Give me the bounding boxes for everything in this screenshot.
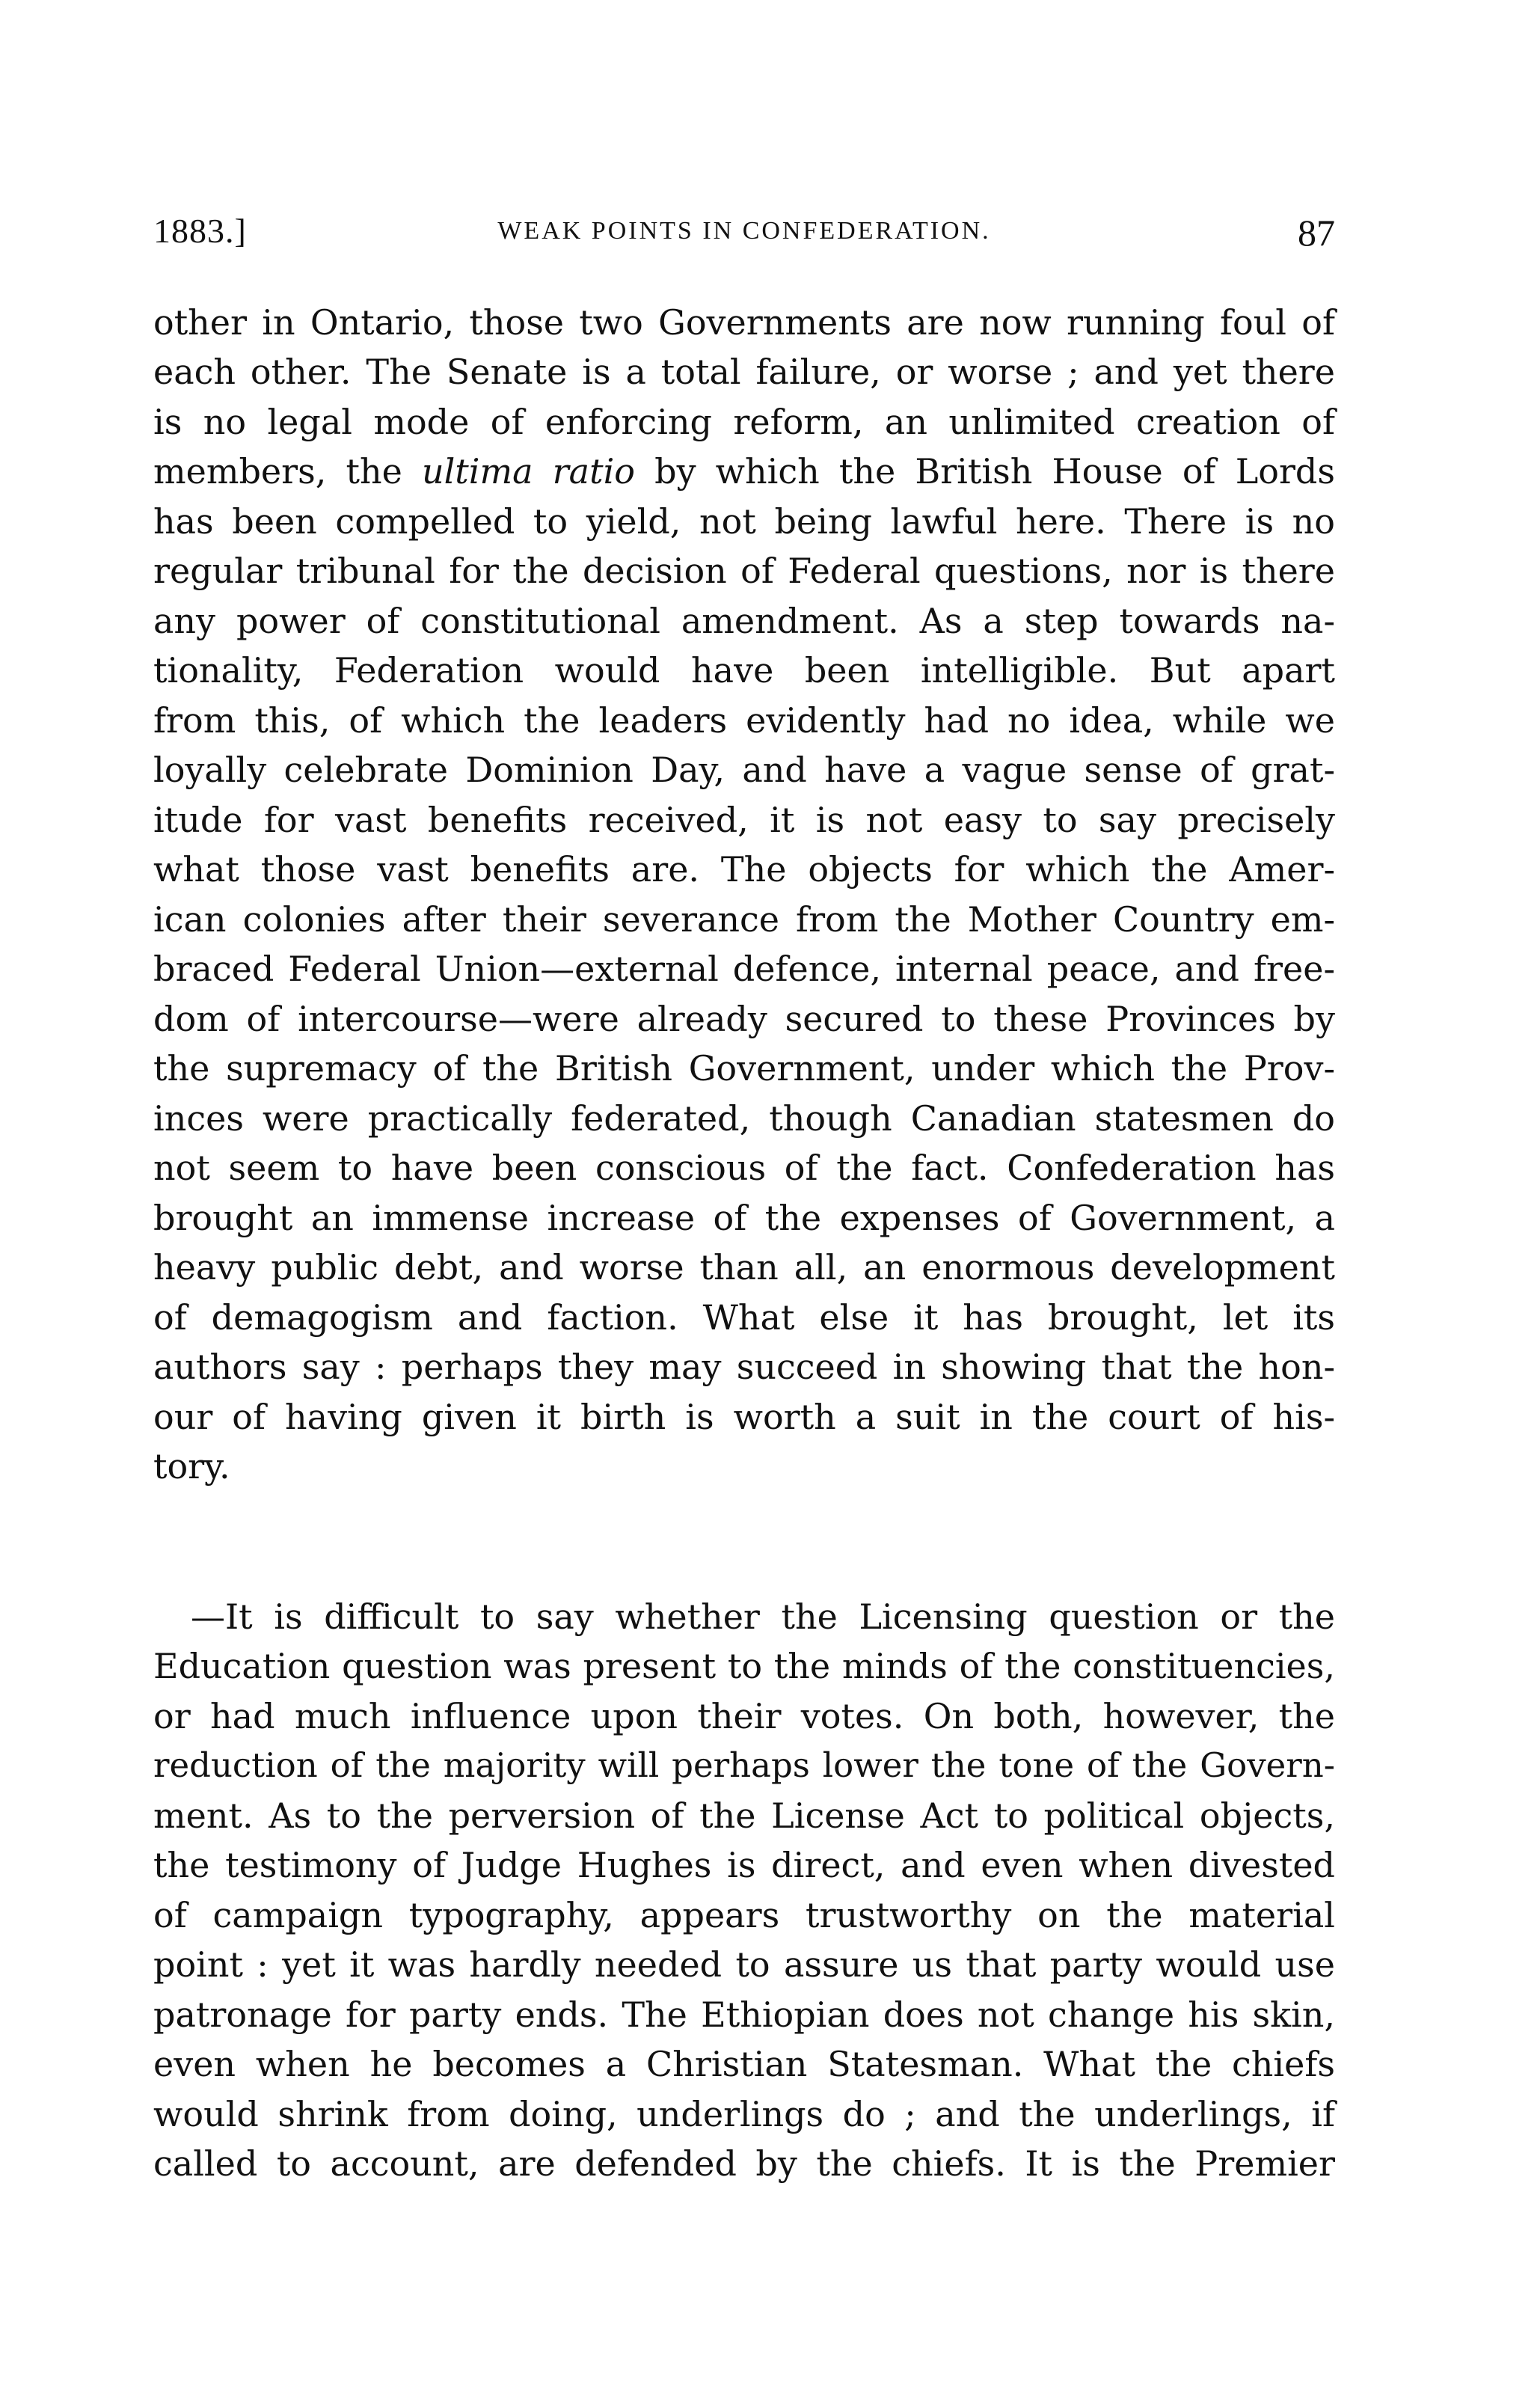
text-line: is no legal mode of enforcing reform, an unlimited creation of bbox=[153, 402, 1335, 442]
text-line: even when he becomes a Christian Statesman. What the chiefs bbox=[153, 2044, 1335, 2084]
header-title: WEAK POINTS IN CONFEDERATION. bbox=[497, 217, 991, 245]
text-line: any power of constitutional amendment. As a step towards na- bbox=[153, 601, 1335, 641]
text-line: has been compelled to yield, not being lawful here. There is no bbox=[153, 501, 1335, 542]
text-line: or had much influence upon their votes. On both, however, the bbox=[153, 1696, 1335, 1736]
page-number: 87 bbox=[1298, 212, 1335, 254]
italic-phrase: ultima ratio bbox=[421, 451, 635, 492]
text-line: dom of intercourse—were already secured to these Provinces by bbox=[153, 999, 1335, 1039]
running-head bbox=[153, 211, 1335, 271]
text-line: regular tribunal for the decision of Federal questions, nor is there bbox=[153, 551, 1335, 591]
text-line: the testimony of Judge Hughes is direct, and even when divested bbox=[153, 1845, 1335, 1885]
text-line: —It is difficult to say whether the Licensing question or the bbox=[191, 1596, 1335, 1637]
text-line: from this, of which the leaders evidently had no idea, while we bbox=[153, 700, 1335, 741]
text-line: our of having given it birth is worth a suit in the court of his- bbox=[153, 1397, 1335, 1437]
text-line: ican colonies after their severance from the Mother Country em- bbox=[153, 899, 1335, 940]
text-line: loyally celebrate Dominion Day, and have a vague sense of grat- bbox=[153, 750, 1335, 790]
text-line: brought an immense increase of the expenses of Government, a bbox=[153, 1198, 1335, 1238]
text-line: authors say : perhaps they may succeed in showing that the hon- bbox=[153, 1347, 1335, 1387]
text-line: each other. The Senate is a total failure, or worse ; and yet there bbox=[153, 352, 1335, 392]
header-year: 1883.] bbox=[153, 212, 247, 250]
text-line: tory. bbox=[153, 1446, 230, 1487]
text-line: braced Federal Union—external defence, internal peace, and free- bbox=[153, 949, 1335, 989]
text-line: members, the ultima ratio by which the British House of Lords bbox=[153, 451, 1335, 492]
text-line: Education question was present to the minds of the constituencies, bbox=[153, 1646, 1335, 1686]
text-line: would shrink from doing, underlings do ; and the underlings, if bbox=[153, 2094, 1335, 2134]
text-line: patronage for party ends. The Ethiopian does not change his skin, bbox=[153, 1994, 1335, 2035]
text-line: of demagogism and faction. What else it has brought, let its bbox=[153, 1297, 1335, 1338]
text-line: not seem to have been conscious of the fact. Confederation has bbox=[153, 1148, 1335, 1188]
text-line: the supremacy of the British Government, under which the Prov- bbox=[153, 1048, 1335, 1089]
text-line: inces were practically federated, though Canadian statesmen do bbox=[153, 1098, 1335, 1139]
text-line: ment. As to the perversion of the License Act to political objects, bbox=[153, 1795, 1335, 1836]
text-line: of campaign typography, appears trustworthy on the material bbox=[153, 1895, 1335, 1935]
text-line: called to account, are defended by the chiefs. It is the Premier bbox=[153, 2143, 1335, 2184]
text-line: other in Ontario, those two Governments are now running foul of bbox=[153, 302, 1335, 343]
text-line: reduction of the majority will perhaps lower the tone of the Govern- bbox=[153, 1745, 1335, 1785]
text-line: what those vast benefits are. The objects for which the Amer- bbox=[153, 849, 1335, 890]
text-line: heavy public debt, and worse than all, an enormous development bbox=[153, 1247, 1335, 1288]
text-line: tionality, Federation would have been intelligible. But apart bbox=[153, 650, 1335, 691]
text-line: point : yet it was hardly needed to assure us that party would use bbox=[153, 1944, 1335, 1985]
text-line: itude for vast benefits received, it is not easy to say precisely bbox=[153, 800, 1335, 840]
